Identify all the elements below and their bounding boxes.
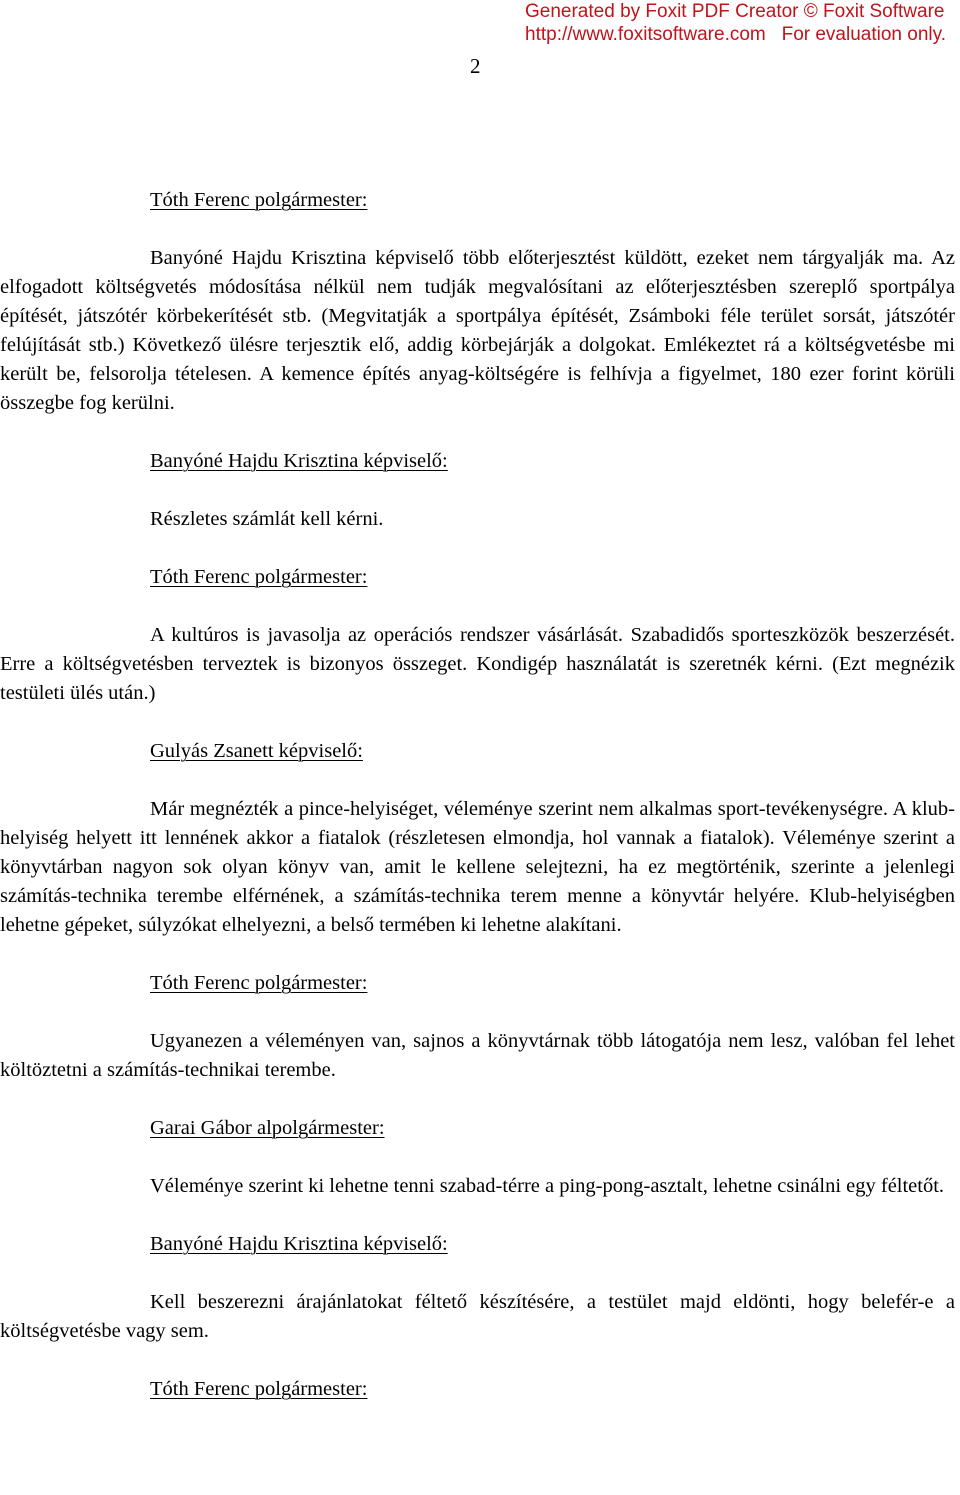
page-number: 2 bbox=[470, 54, 481, 78]
foxit-watermark bbox=[525, 0, 946, 46]
paragraph: Ugyanezen a véleményen van, sajnos a könyvtárnak több látogatója nem lesz, valóban fel lehet költöztetni a számítás-technikai terembe. bbox=[0, 1030, 955, 1081]
speaker-heading: Banyóné Hajdu Krisztina képviselő: bbox=[150, 450, 448, 472]
paragraph: Részletes számlát kell kérni. bbox=[150, 508, 384, 530]
speaker-heading: Tóth Ferenc polgármester: bbox=[150, 972, 368, 994]
watermark-line-2: http://www.foxitsoftware.com For evaluation only. bbox=[525, 24, 946, 45]
paragraph: Már megnézték a pince-helyiséget, véleménye szerint nem alkalmas sport-tevékenységre. A klub-helyiség helyett itt lennének akkor a fiatalok (részletesen elmondja, hol vannak a fiatalok). Véleménye szerint a könyvtárban nagyon sok olyan könyv van, amit le kellene selejtezni, ha ez megtörténik, szerinte a jelenlegi számítás-technika terembe elférnének, a számítás-technika terem menne a könyvtár helyére. Klub-helyiségben lehetne gépeket, súlyzókat elhelyezni, a belső termében ki lehetne alakítani. bbox=[0, 798, 955, 936]
speaker-heading: Garai Gábor alpolgármester: bbox=[150, 1117, 385, 1139]
paragraph: Kell beszerezni árajánlatokat féltető készítésére, a testület majd eldönti, hogy belefér-e a költségvetésbe vagy sem. bbox=[0, 1291, 955, 1342]
speaker-heading: Tóth Ferenc polgármester: bbox=[150, 566, 368, 588]
speaker-heading: Banyóné Hajdu Krisztina képviselő: bbox=[150, 1233, 448, 1255]
paragraph: Véleménye szerint ki lehetne tenni szabad-térre a ping-pong-asztalt, lehetne csinálni egy féltetőt. bbox=[150, 1175, 945, 1197]
paragraph: Banyóné Hajdu Krisztina képviselő több előterjesztést küldött, ezeket nem tárgyalják ma. Az elfogadott költségvetés módosítása nélkül nem tudják megvalósítani az előterjesztésben szereplő sportpálya építését, játszótér körbekerítését stb. (Megvitatják a sportpálya építését, Zsámboki féle terület sorsát, játszótér felújítását stb.) Következő ülésre terjesztik elő, addig körbejárják a dolgokat. Emlékeztet rá a költségvetésbe mi került be, felsorolja tételesen. A kemence építés anyag-költségére is felhívja a figyelmet, 180 ezer forint körüli összegbe fog kerülni. bbox=[0, 247, 955, 414]
speaker-heading: Tóth Ferenc polgármester: bbox=[150, 1378, 368, 1400]
document-body bbox=[0, 186, 955, 1433]
speaker-heading: Gulyás Zsanett képviselő: bbox=[150, 740, 363, 762]
speaker-heading: Tóth Ferenc polgármester: bbox=[150, 189, 368, 211]
watermark-line-1: Generated by Foxit PDF Creator © Foxit Software bbox=[525, 1, 945, 22]
paragraph: A kultúros is javasolja az operációs rendszer vásárlását. Szabadidős sporteszközök beszerzését. Erre a költségvetésben terveztek is bizonyos összeget. Kondigép használatát is szeretnék kérni. (Ezt megnézik testületi ülés után.) bbox=[0, 624, 955, 704]
